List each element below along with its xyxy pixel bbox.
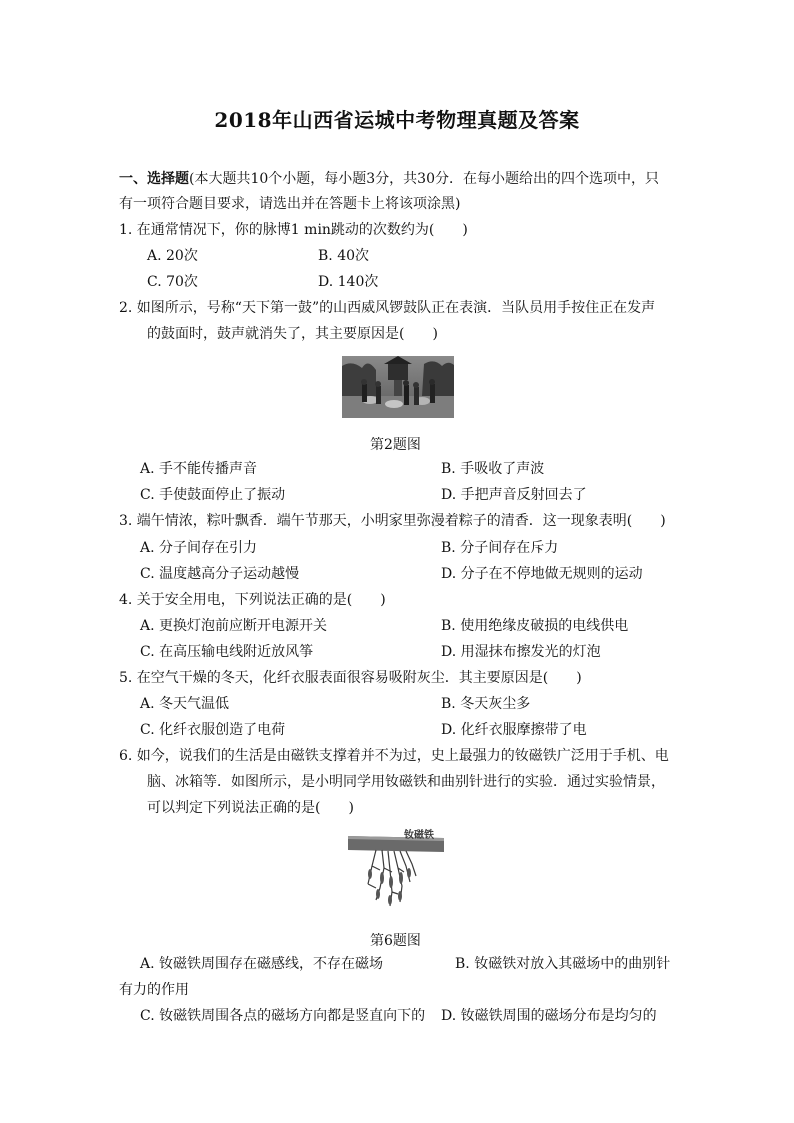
q1-option-a: A. 20次 (147, 248, 198, 264)
question-5-stem: 5. 在空气干燥的冬天，化纤衣服表面很容易吸附灰尘．其主要原因是( ) (119, 670, 582, 686)
q2-option-a: A. 手不能传播声音 (140, 461, 258, 477)
drum-performance-photo (342, 356, 454, 418)
q5-option-a: A. 冬天气温低 (140, 696, 230, 712)
q6-option-b-line2: 有力的作用 (119, 982, 189, 998)
page-title: 2018年山西省运城中考物理真题及答案 (214, 108, 580, 132)
q4-option-b: B. 使用绝缘皮破损的电线供电 (441, 618, 629, 634)
q1-option-c: C. 70次 (147, 274, 198, 290)
q1-option-b: B. 40次 (318, 248, 370, 264)
figure-2-caption: 第2题图 (370, 437, 421, 453)
q4-option-c: C. 在高压输电线附近放风筝 (140, 644, 314, 660)
q4-option-d: D. 用湿抹布擦发光的灯泡 (441, 644, 601, 660)
q3-option-b: B. 分子间存在斥力 (441, 540, 559, 556)
section-description-line2: 有一项符合题目要求，请选出并在答题卡上将该项涂黑) (119, 196, 461, 212)
figure-6-caption: 第6题图 (370, 933, 421, 949)
question-6-stem-line2: 脑、冰箱等．如图所示，是小明同学用钕磁铁和曲别针进行的实验．通过实验情景， (147, 774, 665, 790)
q5-option-d: D. 化纤衣服摩擦带了电 (441, 722, 587, 738)
q6-option-c: C. 钕磁铁周围各点的磁场方向都是竖直向下的 (140, 1008, 426, 1024)
q1-option-d: D. 140次 (318, 274, 379, 290)
question-2-stem-line1: 2. 如图所示，号称“天下第一鼓”的山西威风锣鼓队正在表演．当队员用手按住正在发声 (119, 300, 656, 316)
q6-option-b-line1: B. 钕磁铁对放入其磁场中的曲别针 (455, 956, 671, 972)
q2-option-d: D. 手把声音反射回去了 (441, 487, 587, 503)
q6-option-a: A. 钕磁铁周围存在磁感线，不存在磁场 (140, 956, 384, 972)
q2-option-b: B. 手吸收了声波 (441, 461, 545, 477)
question-6-stem-line3: 可以判定下列说法正确的是( ) (147, 800, 354, 816)
section-heading-line1 (119, 170, 659, 188)
section-description-line1: (本大题共10个小题，每小题3分，共30分．在每小题给出的四个选项中，只 (189, 171, 659, 187)
section-heading: 一、选择题 (119, 171, 189, 187)
q5-option-b: B. 冬天灰尘多 (441, 696, 531, 712)
q4-option-a: A. 更换灯泡前应断开电源开关 (140, 618, 328, 634)
q6-option-d: D. 钕磁铁周围的磁场分布是均匀的 (441, 1008, 657, 1024)
magnet-label: 钕磁铁 (404, 830, 434, 841)
magnet-paperclip-photo (346, 826, 446, 912)
question-3-stem: 3. 端午情浓，粽叶飘香．端午节那天，小明家里弥漫着粽子的清香．这一现象表明( ) (119, 513, 666, 529)
question-4-stem: 4. 关于安全用电，下列说法正确的是( ) (119, 592, 386, 608)
question-1-stem: 1. 在通常情况下，你的脉博1 min跳动的次数约为( ) (119, 222, 468, 238)
q3-option-a: A. 分子间存在引力 (140, 540, 258, 556)
q5-option-c: C. 化纤衣服创造了电荷 (140, 722, 286, 738)
question-2-stem-line2: 的鼓面时，鼓声就消失了，其主要原因是( ) (147, 326, 438, 342)
q3-option-d: D. 分子在不停地做无规则的运动 (441, 566, 643, 582)
question-6-stem-line1: 6. 如今，说我们的生活是由磁铁支撑着并不为过，史上最强力的钕磁铁广泛用于手机、电 (119, 748, 669, 764)
q3-option-c: C. 温度越高分子运动越慢 (140, 566, 300, 582)
q2-option-c: C. 手使鼓面停止了振动 (140, 487, 286, 503)
